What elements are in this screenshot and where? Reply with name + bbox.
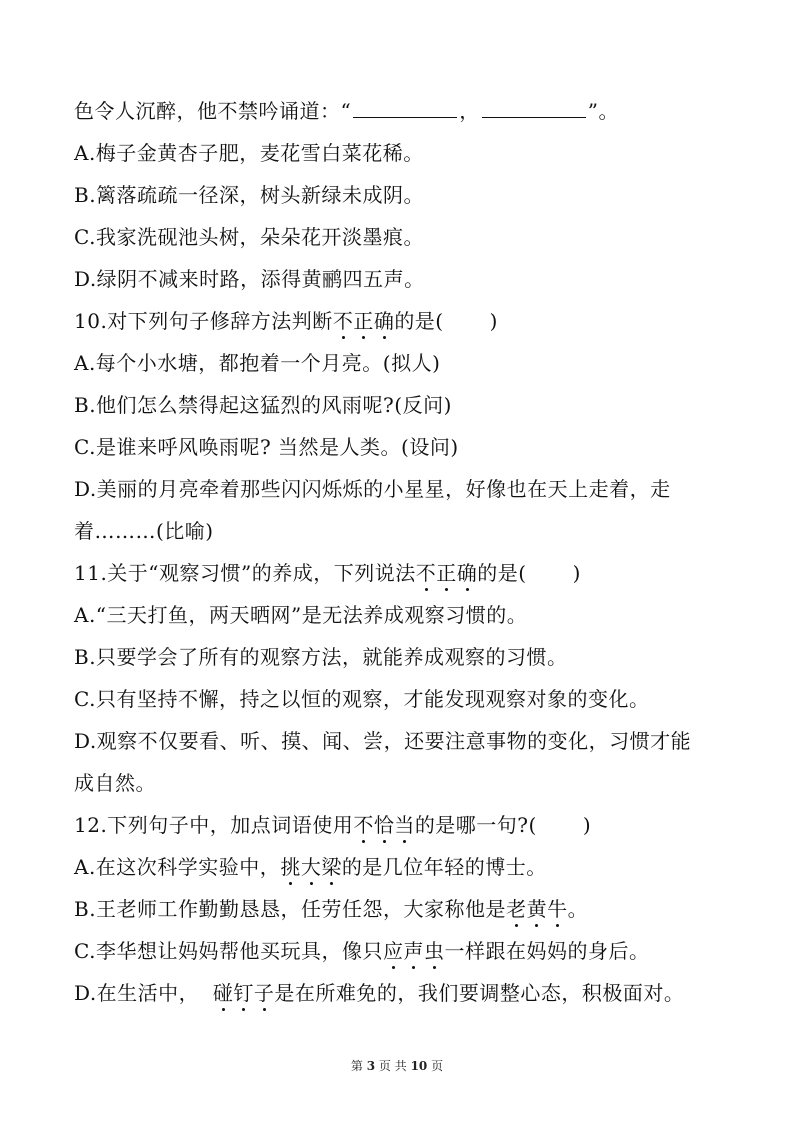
q9-stem-end: ”。 xyxy=(587,99,619,123)
emphasis-char: 不 xyxy=(332,309,354,333)
q9-stem-text: 色令人沉醉，他不禁吟诵道：“ xyxy=(74,99,352,123)
q12-c-text: C.李华想让妈妈帮他买玩具，像只 xyxy=(74,939,383,963)
q11-stem-text-end: 的是( xyxy=(477,561,527,585)
emphasis-char: 黄 xyxy=(526,897,548,921)
emphasis-char: 应 xyxy=(382,939,404,963)
q10-option-c: C.是谁来呼风唤雨呢? 当然是人类。(设问) xyxy=(74,435,459,459)
total-pages: 10 xyxy=(410,1059,428,1073)
emphasis-char: 挑 xyxy=(280,855,301,879)
q12-stem-text-end: 的是哪一句?( xyxy=(414,813,537,837)
page-footer xyxy=(0,1058,794,1074)
q12-b-text-end: 。 xyxy=(567,897,589,921)
page-number: 3 xyxy=(366,1059,376,1073)
q11-option-a: A.“三天打鱼，两天晒网”是无法养成观察习惯的。 xyxy=(74,603,528,627)
footer-text: 页 xyxy=(431,1059,444,1073)
emphasis-char: 声 xyxy=(403,939,424,963)
emphasis-char: 恰 xyxy=(373,813,395,837)
q12-option-d xyxy=(74,979,724,1007)
q11-option-d: D.观察不仅要看、听、摸、闻、尝，还要注意事物的变化，习惯才能 xyxy=(74,729,692,753)
q9-comma: ， xyxy=(459,99,480,123)
q9-option-b: B.篱落疏疏一径深，树头新绿未成阴。 xyxy=(74,183,425,207)
q12-stem-text: 12.下列句子中，加点词语使用 xyxy=(74,813,354,837)
emphasis-char: 不 xyxy=(415,561,437,585)
q12-d-text-end: 是在所难免的，我们要调整心态，积极面对。 xyxy=(274,981,685,1005)
q10-stem-text-end: 的是( xyxy=(394,309,444,333)
q11-stem xyxy=(74,559,724,587)
q11-close-paren: ) xyxy=(572,561,581,585)
q12-d-text: D.在生活中， xyxy=(74,981,213,1005)
q12-a-text: A.在这次科学实验中， xyxy=(74,855,281,879)
footer-text: 页 共 xyxy=(378,1059,407,1073)
answer-blank-2[interactable] xyxy=(482,97,586,118)
emphasis-char: 子 xyxy=(253,981,275,1005)
q11-option-c: C.只有坚持不懈，持之以恒的观察，才能发现观察对象的变化。 xyxy=(74,687,650,711)
q10-option-d: D.美丽的月亮牵着那些闪闪烁烁的小星星，好像也在天上走着，走 xyxy=(74,477,671,501)
q11-option-b: B.只要学会了所有的观察方法，就能养成观察的习惯。 xyxy=(74,645,568,669)
q9-option-c: C.我家洗砚池头树，朵朵花开淡墨痕。 xyxy=(74,225,424,249)
q10-option-b: B.他们怎么禁得起这猛烈的风雨呢?(反问) xyxy=(74,393,452,417)
emphasis-char: 钉 xyxy=(233,981,254,1005)
emphasis-char: 确 xyxy=(373,309,395,333)
q12-a-text-end: 的是几位年轻的博士。 xyxy=(341,855,547,879)
answer-blank-1[interactable] xyxy=(353,97,457,118)
emphasis-char: 牛 xyxy=(547,897,568,921)
q10-option-d-cont: 着………(比喻) xyxy=(74,519,214,543)
emphasis-char: 虫 xyxy=(423,939,445,963)
emphasis-char: 确 xyxy=(456,561,478,585)
footer-text: 第 xyxy=(350,1059,363,1073)
emphasis-char: 老 xyxy=(506,897,527,921)
q12-option-b xyxy=(74,895,724,923)
q11-stem-text: 11.关于“观察习惯”的养成，下列说法 xyxy=(74,561,416,585)
q12-close-paren: ) xyxy=(582,813,592,837)
q11-option-d-cont: 成自然。 xyxy=(74,771,156,795)
emphasis-char: 不 xyxy=(353,813,374,837)
q9-stem-tail xyxy=(74,97,724,125)
q12-option-c xyxy=(74,937,724,965)
q12-stem xyxy=(74,811,724,839)
q12-option-a xyxy=(74,853,724,881)
q9-option-d: D.绿阴不减来时路，添得黄鹂四五声。 xyxy=(74,267,425,291)
emphasis-char: 大 xyxy=(300,855,322,879)
q12-c-text-end: 一样跟在妈妈的身后。 xyxy=(444,939,650,963)
emphasis-char: 当 xyxy=(394,813,415,837)
emphasis-char: 正 xyxy=(436,561,457,585)
q10-option-a: A.每个小水塘，都抱着一个月亮。(拟人) xyxy=(74,351,441,375)
q10-stem xyxy=(74,307,724,335)
q12-b-text: B.王老师工作勤勤恳恳，任劳任怨，大家称他是 xyxy=(74,897,507,921)
emphasis-char: 正 xyxy=(353,309,374,333)
emphasis-char: 梁 xyxy=(321,855,342,879)
q10-close-paren: ) xyxy=(489,309,498,333)
q10-stem-text: 10.对下列句子修辞方法判断 xyxy=(74,309,333,333)
q9-option-a: A.梅子金黄杏子肥，麦花雪白菜花稀。 xyxy=(74,141,424,165)
emphasis-char: 碰 xyxy=(212,981,234,1005)
